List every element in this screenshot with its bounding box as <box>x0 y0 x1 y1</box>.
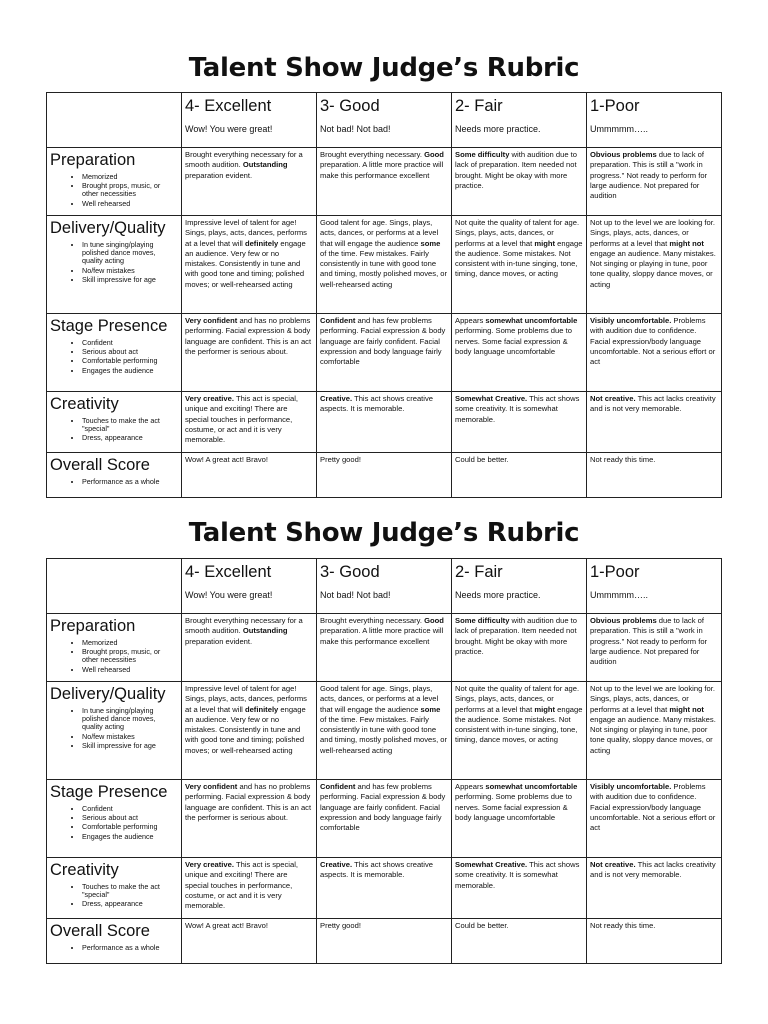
criterion-cell <box>47 392 182 453</box>
description-cell <box>317 682 452 780</box>
level-header <box>317 93 452 148</box>
criterion-bullet: • Serious about act <box>82 814 178 822</box>
level-header <box>587 93 722 148</box>
description-cell <box>587 216 722 314</box>
criterion-bullet: • Skill impressive for age <box>82 276 178 284</box>
level-subtitle: Not bad! Not bad! <box>320 590 391 600</box>
criterion-row <box>47 392 722 453</box>
level-header <box>452 559 587 614</box>
description-text: engage the audience. Some mistakes. Not consistent with in-tune singing, tone, timing, dance moves, or acting <box>455 704 583 745</box>
description-cell <box>452 780 587 858</box>
level-label: 4- Excellent <box>185 563 272 581</box>
criterion-cell <box>47 453 182 498</box>
criterion-row <box>47 682 722 780</box>
level-subtitle: Ummmmm….. <box>590 590 648 600</box>
level-label: 2- Fair <box>455 97 503 115</box>
description-cell <box>317 919 452 964</box>
description-cell <box>587 453 722 498</box>
level-header <box>587 559 722 614</box>
emphasis-text: Obvious problems <box>590 150 657 159</box>
description-cell <box>317 148 452 216</box>
description-cell <box>587 858 722 919</box>
criterion-name: Stage Presence <box>50 317 168 335</box>
criterion-bullets <box>50 805 178 841</box>
description-text: Wow! A great act! Bravo! <box>185 921 269 930</box>
criterion-bullet: • Memorized <box>82 639 178 647</box>
emphasis-text: Good <box>424 616 444 625</box>
emphasis-text: definitely <box>244 238 279 248</box>
level-label: 1-Poor <box>590 97 640 115</box>
description-text: Not up to the level we are looking for. Sings, plays, acts, dances, or performs at a level that <box>590 684 715 714</box>
emphasis-text: Creative. <box>320 860 353 869</box>
criterion-bullets <box>50 478 178 486</box>
description-text: Could be better. <box>455 455 509 464</box>
criterion-bullet: • Well rehearsed <box>82 200 178 208</box>
criterion-bullets <box>50 883 178 909</box>
description-cell <box>452 148 587 216</box>
criterion-row <box>47 314 722 392</box>
rubric-title: Talent Show Judge’s Rubric <box>188 518 580 548</box>
emphasis-text: Visibly uncomfortable. <box>590 782 672 791</box>
criterion-bullet: • Comfortable performing <box>82 823 178 831</box>
description-text: Problems with audition due to confidence. Facial expression/body language uncomfortable. Not a serious effort or act <box>590 782 716 833</box>
emphasis-text: somewhat uncomfortable <box>485 316 578 325</box>
description-cell <box>317 314 452 392</box>
description-text: This act shows creative aspects. It is memorable. <box>320 860 433 880</box>
criterion-row <box>47 614 722 682</box>
criterion-cell <box>47 682 182 780</box>
description-text: Pretty good! <box>320 921 361 930</box>
rubric-table <box>46 92 722 498</box>
criterion-bullet: • Confident <box>82 339 178 347</box>
level-header <box>452 93 587 148</box>
criterion-bullet: • Memorized <box>82 173 178 181</box>
description-cell <box>452 682 587 780</box>
description-text: This act lacks creativity and is not very memorable. <box>590 394 716 414</box>
criterion-name: Overall Score <box>50 456 150 474</box>
level-header <box>182 93 317 148</box>
criterion-row <box>47 780 722 858</box>
description-text: due to lack of preparation. This is still a "work in progress." Not ready to perform for large audience. Not prepared for audition <box>590 616 708 667</box>
description-text: Good talent for age. Sings, plays, acts, dances, or performs at a level that will engage the audience <box>320 218 439 248</box>
description-text: Brought everything necessary for a smooth audition. <box>185 616 303 636</box>
level-subtitle: Needs more practice. <box>455 590 541 600</box>
emphasis-text: definitely <box>244 704 279 714</box>
emphasis-text: Outstanding <box>242 160 288 170</box>
criterion-bullet: • Touches to make the act "special" <box>82 417 178 433</box>
criterion-row <box>47 858 722 919</box>
criterion-name: Preparation <box>50 151 136 169</box>
emphasis-text: Somewhat Creative. <box>455 394 528 403</box>
criterion-row <box>47 919 722 964</box>
criterion-name: Creativity <box>50 861 119 879</box>
description-text: Problems with audition due to confidence. Facial expression/body language uncomfortable. Not a serious effort or act <box>590 316 716 367</box>
criterion-bullet: • Performance as a whole <box>82 944 178 952</box>
level-label: 3- Good <box>320 563 380 581</box>
description-text: Not ready this time. <box>590 455 656 464</box>
level-label: 3- Good <box>320 97 380 115</box>
level-label: 1-Poor <box>590 563 640 581</box>
description-cell <box>182 216 317 314</box>
description-text: of the time. Few mistakes. Fairly consistently in tune with good tone and timing, mostly polished moves, or well-rehearsed acting <box>320 714 448 755</box>
emphasis-text: Visibly uncomfortable. <box>590 316 672 325</box>
description-cell <box>587 392 722 453</box>
description-text: with audition due to lack of preparation. Item needed not brought. Might be okay with more practice. <box>455 150 577 190</box>
criterion-bullet: • In tune singing/playing polished dance moves, quality acting <box>82 241 178 266</box>
emphasis-text: Confident <box>320 782 356 791</box>
criterion-row <box>47 453 722 498</box>
criterion-bullets <box>50 417 178 443</box>
criterion-bullets <box>50 241 178 284</box>
description-cell <box>317 392 452 453</box>
level-label: 2- Fair <box>455 563 503 581</box>
description-cell <box>587 919 722 964</box>
description-cell <box>182 314 317 392</box>
description-cell <box>452 216 587 314</box>
description-text: and has no problems performing. Facial expression & body language are confident. This is an act the performer is serious about. <box>185 316 312 356</box>
description-text: and has no problems performing. Facial expression & body language are confident. This is an act the performer is serious about. <box>185 782 312 822</box>
description-cell <box>587 614 722 682</box>
description-text: Brought everything necessary for a smooth audition. <box>185 150 303 170</box>
description-cell <box>182 780 317 858</box>
emphasis-text: might not <box>669 238 704 248</box>
description-text: performing. Some problems due to nerves. Some facial expression & body language uncomfortable <box>455 326 572 356</box>
emphasis-text: Very confident <box>185 782 238 791</box>
emphasis-text: some <box>420 704 441 714</box>
criterion-bullet: • Dress, appearance <box>82 434 178 442</box>
emphasis-text: Creative. <box>320 394 353 403</box>
criterion-row <box>47 148 722 216</box>
criterion-bullet: • Dress, appearance <box>82 900 178 908</box>
description-text: preparation. A little more practice will make this performance excellent <box>320 160 444 180</box>
description-text: Not up to the level we are looking for. Sings, plays, acts, dances, or performs at a level that <box>590 218 715 248</box>
level-subtitle: Ummmmm….. <box>590 124 648 134</box>
criterion-bullets <box>50 339 178 375</box>
criterion-bullet: • No/few mistakes <box>82 733 178 741</box>
description-text: This act is special, unique and exciting! There are special touches in performance, costume, or act and it is very memorable. <box>185 860 298 911</box>
description-text: due to lack of preparation. This is still a "work in progress." Not ready to perform for large audience. Not prepared for audition <box>590 150 708 201</box>
description-cell <box>317 453 452 498</box>
emphasis-text: Very creative. <box>185 860 234 869</box>
description-text: This act lacks creativity and is not very memorable. <box>590 860 716 880</box>
description-text: Brought everything necessary. <box>320 150 425 159</box>
description-text: This act shows some creativity. It is somewhat memorable. <box>455 860 580 890</box>
criterion-bullet: • Touches to make the act "special" <box>82 883 178 899</box>
criterion-name: Preparation <box>50 617 136 635</box>
emphasis-text: Some difficulty <box>455 616 510 625</box>
criterion-bullet: • Performance as a whole <box>82 478 178 486</box>
description-text: Wow! A great act! Bravo! <box>185 455 269 464</box>
description-cell <box>317 614 452 682</box>
criterion-name: Overall Score <box>50 922 150 940</box>
criterion-bullet: • Brought props, music, or other necessities <box>82 182 178 198</box>
emphasis-text: Somewhat Creative. <box>455 860 528 869</box>
level-header <box>182 559 317 614</box>
description-text: This act shows creative aspects. It is memorable. <box>320 394 433 414</box>
criterion-cell <box>47 780 182 858</box>
description-text: Appears <box>455 316 486 325</box>
description-cell <box>587 148 722 216</box>
description-text: engage an audience. Many mistakes. Not singing or playing in tune, poor tone quality, sloppy dance moves, or acting <box>590 714 716 755</box>
description-text: preparation. A little more practice will make this performance excellent <box>320 626 444 646</box>
description-cell <box>317 216 452 314</box>
criterion-cell <box>47 148 182 216</box>
emphasis-text: Very confident <box>185 316 238 325</box>
criterion-bullet: • Well rehearsed <box>82 666 178 674</box>
criterion-bullets <box>50 944 178 952</box>
header-row <box>47 93 722 148</box>
emphasis-text: Very creative. <box>185 394 234 403</box>
rubric-table <box>46 558 722 964</box>
description-text: and has few problems performing. Facial expression & body language are fairly confident. Facial expression and body language fairly comfortable <box>320 316 446 367</box>
criterion-bullets <box>50 707 178 750</box>
description-text: Impressive level of talent for age! Sings, plays, acts, dances, performs at a level that will <box>185 684 307 714</box>
description-cell <box>452 392 587 453</box>
emphasis-text: Some difficulty <box>455 150 510 159</box>
description-cell <box>452 858 587 919</box>
description-text: Good talent for age. Sings, plays, acts, dances, or performs at a level that will engage the audience <box>320 684 439 714</box>
criterion-name: Creativity <box>50 395 119 413</box>
description-text: performing. Some problems due to nerves. Some facial expression & body language uncomfortable <box>455 792 572 822</box>
criterion-bullet: • Engages the audience <box>82 367 178 375</box>
description-cell <box>587 314 722 392</box>
emphasis-text: might not <box>669 704 704 714</box>
description-text: Appears <box>455 782 486 791</box>
emphasis-text: Not creative. <box>590 860 636 869</box>
emphasis-text: Not creative. <box>590 394 636 403</box>
criterion-name: Delivery/Quality <box>50 219 166 237</box>
criterion-bullet: • Comfortable performing <box>82 357 178 365</box>
emphasis-text: might <box>534 238 556 248</box>
emphasis-text: somewhat uncomfortable <box>485 782 578 791</box>
description-text: Brought everything necessary. <box>320 616 425 625</box>
description-cell <box>317 780 452 858</box>
criterion-row <box>47 216 722 314</box>
description-cell <box>182 392 317 453</box>
criterion-cell <box>47 919 182 964</box>
description-text: This act shows some creativity. It is somewhat memorable. <box>455 394 580 424</box>
emphasis-text: Confident <box>320 316 356 325</box>
description-text: Not ready this time. <box>590 921 656 930</box>
criterion-cell <box>47 614 182 682</box>
criterion-bullet: • Engages the audience <box>82 833 178 841</box>
description-cell <box>587 780 722 858</box>
description-text: Not quite the quality of talent for age. Sings, plays, acts, dances, or performs at a level that <box>455 684 580 714</box>
description-text: preparation evident. <box>185 636 253 646</box>
header-row <box>47 559 722 614</box>
criterion-bullet: • Confident <box>82 805 178 813</box>
corner-cell <box>47 93 182 148</box>
description-cell <box>317 858 452 919</box>
criterion-cell <box>47 858 182 919</box>
emphasis-text: Outstanding <box>242 626 288 636</box>
description-cell <box>182 614 317 682</box>
rubric-title: Talent Show Judge’s Rubric <box>188 53 580 83</box>
description-text: engage the audience. Some mistakes. Not consistent with in-tune singing, tone, timing, dance moves, or acting <box>455 238 583 279</box>
corner-cell <box>47 559 182 614</box>
description-text: Could be better. <box>455 921 509 930</box>
description-cell <box>182 858 317 919</box>
criterion-cell <box>47 314 182 392</box>
criterion-bullets <box>50 639 178 674</box>
criterion-bullet: • Skill impressive for age <box>82 742 178 750</box>
criterion-bullet: • In tune singing/playing polished dance moves, quality acting <box>82 707 178 732</box>
criterion-bullets <box>50 173 178 208</box>
description-cell <box>452 614 587 682</box>
level-header <box>317 559 452 614</box>
description-cell <box>452 919 587 964</box>
description-cell <box>182 453 317 498</box>
description-cell <box>182 919 317 964</box>
emphasis-text: Obvious problems <box>590 616 657 625</box>
emphasis-text: some <box>420 238 441 248</box>
criterion-name: Stage Presence <box>50 783 168 801</box>
level-subtitle: Wow! You were great! <box>185 590 273 600</box>
description-text: Pretty good! <box>320 455 361 464</box>
criterion-cell <box>47 216 182 314</box>
description-text: engage an audience. Very few or no mistakes. Consistently in tune and with good tone and timing; polished moves; or well-rehearsed acting <box>185 704 306 755</box>
description-cell <box>182 682 317 780</box>
description-text: This act is special, unique and exciting! There are special touches in performance, costume, or act and it is very memorable. <box>185 394 298 445</box>
criterion-name: Delivery/Quality <box>50 685 166 703</box>
emphasis-text: might <box>534 704 556 714</box>
description-cell <box>452 314 587 392</box>
emphasis-text: Good <box>424 150 444 159</box>
description-text: Not quite the quality of talent for age. Sings, plays, acts, dances, or performs at a level that <box>455 218 580 248</box>
criterion-bullet: • No/few mistakes <box>82 267 178 275</box>
level-label: 4- Excellent <box>185 97 272 115</box>
description-text: Impressive level of talent for age! Sings, plays, acts, dances, performs at a level that will <box>185 218 307 248</box>
level-subtitle: Wow! You were great! <box>185 124 273 134</box>
description-text: preparation evident. <box>185 170 253 180</box>
description-text: engage an audience. Very few or no mistakes. Consistently in tune and with good tone and timing; polished moves; or well-rehearsed acting <box>185 238 306 289</box>
description-cell <box>452 453 587 498</box>
description-text: of the time. Few mistakes. Fairly consistently in tune with good tone and timing, mostly polished moves, or well-rehearsed acting <box>320 248 448 289</box>
criterion-bullet: • Brought props, music, or other necessities <box>82 648 178 664</box>
description-cell <box>587 682 722 780</box>
description-cell <box>182 148 317 216</box>
description-text: engage an audience. Many mistakes. Not singing or playing in tune, poor tone quality, sloppy dance moves, or acting <box>590 248 716 289</box>
level-subtitle: Not bad! Not bad! <box>320 124 391 134</box>
description-text: and has few problems performing. Facial expression & body language are fairly confident. Facial expression and body language fairly comfortable <box>320 782 446 833</box>
description-text: with audition due to lack of preparation. Item needed not brought. Might be okay with more practice. <box>455 616 577 656</box>
criterion-bullet: • Serious about act <box>82 348 178 356</box>
level-subtitle: Needs more practice. <box>455 124 541 134</box>
